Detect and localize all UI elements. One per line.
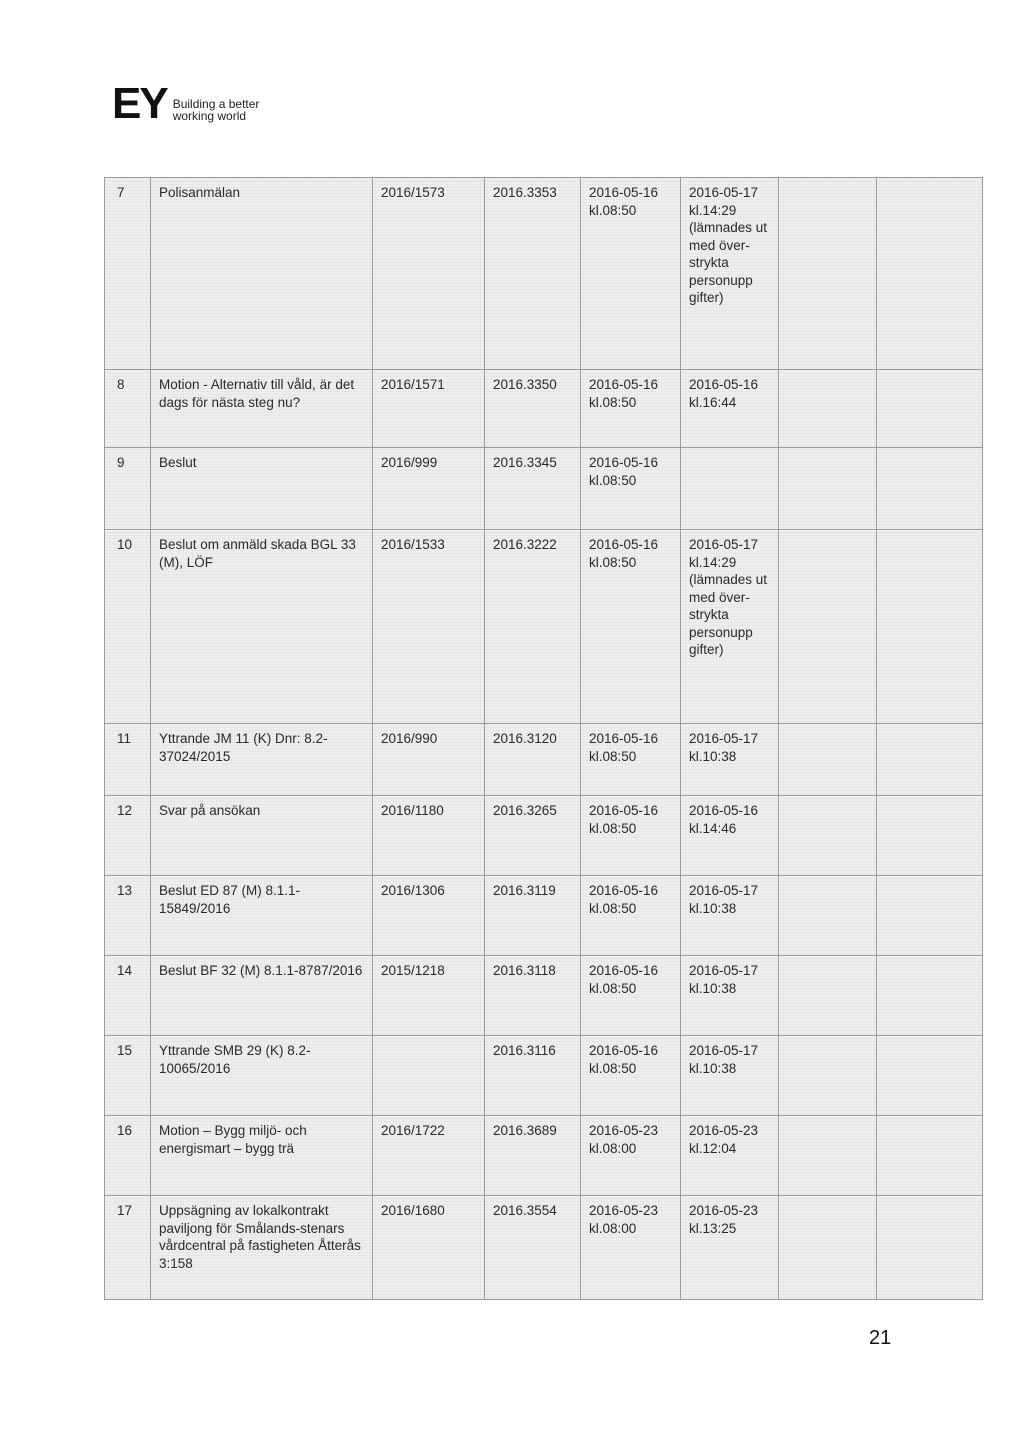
- request-date: 2016-05-16 kl.08:50: [581, 956, 681, 1036]
- logo-tagline: [173, 98, 260, 124]
- document-id: 2016.3554: [485, 1196, 581, 1300]
- empty-cell: [877, 876, 983, 956]
- page-number: 21: [869, 1327, 892, 1349]
- document-title: Uppsägning av lokalkontrakt paviljong för Smålands-stenars vårdcentral på fastigheten Åtterås 3:158: [151, 1196, 373, 1300]
- tagline-line1: Building a better: [172, 97, 260, 111]
- empty-cell: [877, 724, 983, 796]
- document-id: 2016.3345: [485, 448, 581, 530]
- document-title: Motion - Alternativ till våld, är det dags för nästa steg nu?: [151, 370, 373, 448]
- document-id: 2016.3118: [485, 956, 581, 1036]
- case-number: 2016/1573: [373, 178, 485, 370]
- empty-cell: [779, 876, 877, 956]
- empty-cell: [877, 1036, 983, 1116]
- case-number: 2015/1218: [373, 956, 485, 1036]
- release-date: 2016-05-17 kl.10:38: [681, 956, 779, 1036]
- empty-cell: [779, 178, 877, 370]
- table-row: [105, 1036, 983, 1116]
- table-row: [105, 370, 983, 448]
- empty-cell: [877, 1196, 983, 1300]
- document-title: Yttrande JM 11 (K) Dnr: 8.2-37024/2015: [151, 724, 373, 796]
- table-row: [105, 724, 983, 796]
- request-date: 2016-05-16 kl.08:50: [581, 876, 681, 956]
- release-date: 2016-05-23 kl.13:25: [681, 1196, 779, 1300]
- document-title: Beslut BF 32 (M) 8.1.1-8787/2016: [151, 956, 373, 1036]
- request-date: 2016-05-16 kl.08:50: [581, 724, 681, 796]
- empty-cell: [877, 956, 983, 1036]
- empty-cell: [877, 178, 983, 370]
- empty-cell: [779, 448, 877, 530]
- release-date: 2016-05-17 kl.10:38: [681, 1036, 779, 1116]
- case-number: [373, 1036, 485, 1116]
- row-number: 7: [105, 178, 151, 370]
- table-row: [105, 796, 983, 876]
- case-number: 2016/1680: [373, 1196, 485, 1300]
- document-id: 2016.3689: [485, 1116, 581, 1196]
- case-number: 2016/990: [373, 724, 485, 796]
- release-date: 2016-05-17 kl.14:29 (lämnades ut med över-strykta personupp gifter): [681, 530, 779, 724]
- request-date: 2016-05-16 kl.08:50: [581, 370, 681, 448]
- row-number: 15: [105, 1036, 151, 1116]
- document-title: Yttrande SMB 29 (K) 8.2-10065/2016: [151, 1036, 373, 1116]
- release-date: [681, 448, 779, 530]
- request-date: 2016-05-16 kl.08:50: [581, 530, 681, 724]
- request-date: 2016-05-16 kl.08:50: [581, 448, 681, 530]
- table-row: [105, 448, 983, 530]
- empty-cell: [877, 448, 983, 530]
- empty-cell: [779, 530, 877, 724]
- request-date: 2016-05-23 kl.08:00: [581, 1116, 681, 1196]
- empty-cell: [779, 956, 877, 1036]
- table-row: [105, 1196, 983, 1300]
- release-date: 2016-05-17 kl.14:29 (lämnades ut med över-strykta personupp gifter): [681, 178, 779, 370]
- row-number: 10: [105, 530, 151, 724]
- document-title: Polisanmälan: [151, 178, 373, 370]
- row-number: 13: [105, 876, 151, 956]
- row-number: 8: [105, 370, 151, 448]
- case-number: 2016/1722: [373, 1116, 485, 1196]
- document-id: 2016.3265: [485, 796, 581, 876]
- empty-cell: [779, 1116, 877, 1196]
- empty-cell: [779, 724, 877, 796]
- tagline-line2: working world: [172, 109, 247, 123]
- row-number: 9: [105, 448, 151, 530]
- case-number: 2016/999: [373, 448, 485, 530]
- request-date: 2016-05-16 kl.08:50: [581, 796, 681, 876]
- release-date: 2016-05-16 kl.16:44: [681, 370, 779, 448]
- table-row: [105, 1116, 983, 1196]
- empty-cell: [779, 1196, 877, 1300]
- request-date: 2016-05-16 kl.08:50: [581, 1036, 681, 1116]
- request-date: 2016-05-16 kl.08:50: [581, 178, 681, 370]
- ey-logo: [112, 79, 260, 128]
- release-date: 2016-05-16 kl.14:46: [681, 796, 779, 876]
- row-number: 11: [105, 724, 151, 796]
- case-number: 2016/1533: [373, 530, 485, 724]
- document-id: 2016.3119: [485, 876, 581, 956]
- row-number: 12: [105, 796, 151, 876]
- table-row: [105, 876, 983, 956]
- row-number: 16: [105, 1116, 151, 1196]
- document-title: Motion – Bygg miljö- och energismart – bygg trä: [151, 1116, 373, 1196]
- document-title: Beslut om anmäld skada BGL 33 (M), LÖF: [151, 530, 373, 724]
- document-id: 2016.3350: [485, 370, 581, 448]
- logo-mark: EY: [112, 79, 167, 128]
- document-title: Svar på ansökan: [151, 796, 373, 876]
- empty-cell: [877, 530, 983, 724]
- case-number: 2016/1571: [373, 370, 485, 448]
- empty-cell: [779, 1036, 877, 1116]
- document-table: [104, 177, 983, 1300]
- document-title: Beslut: [151, 448, 373, 530]
- document-title: Beslut ED 87 (M) 8.1.1-15849/2016: [151, 876, 373, 956]
- document-id: 2016.3116: [485, 1036, 581, 1116]
- case-number: 2016/1180: [373, 796, 485, 876]
- row-number: 17: [105, 1196, 151, 1300]
- release-date: 2016-05-17 kl.10:38: [681, 876, 779, 956]
- request-date: 2016-05-23 kl.08:00: [581, 1196, 681, 1300]
- empty-cell: [877, 370, 983, 448]
- empty-cell: [779, 370, 877, 448]
- table-row: [105, 530, 983, 724]
- document-id: 2016.3353: [485, 178, 581, 370]
- row-number: 14: [105, 956, 151, 1036]
- table-row: [105, 956, 983, 1036]
- document-id: 2016.3120: [485, 724, 581, 796]
- empty-cell: [877, 796, 983, 876]
- empty-cell: [877, 1116, 983, 1196]
- release-date: 2016-05-23 kl.12:04: [681, 1116, 779, 1196]
- document-id: 2016.3222: [485, 530, 581, 724]
- empty-cell: [779, 796, 877, 876]
- table-row: [105, 178, 983, 370]
- release-date: 2016-05-17 kl.10:38: [681, 724, 779, 796]
- case-number: 2016/1306: [373, 876, 485, 956]
